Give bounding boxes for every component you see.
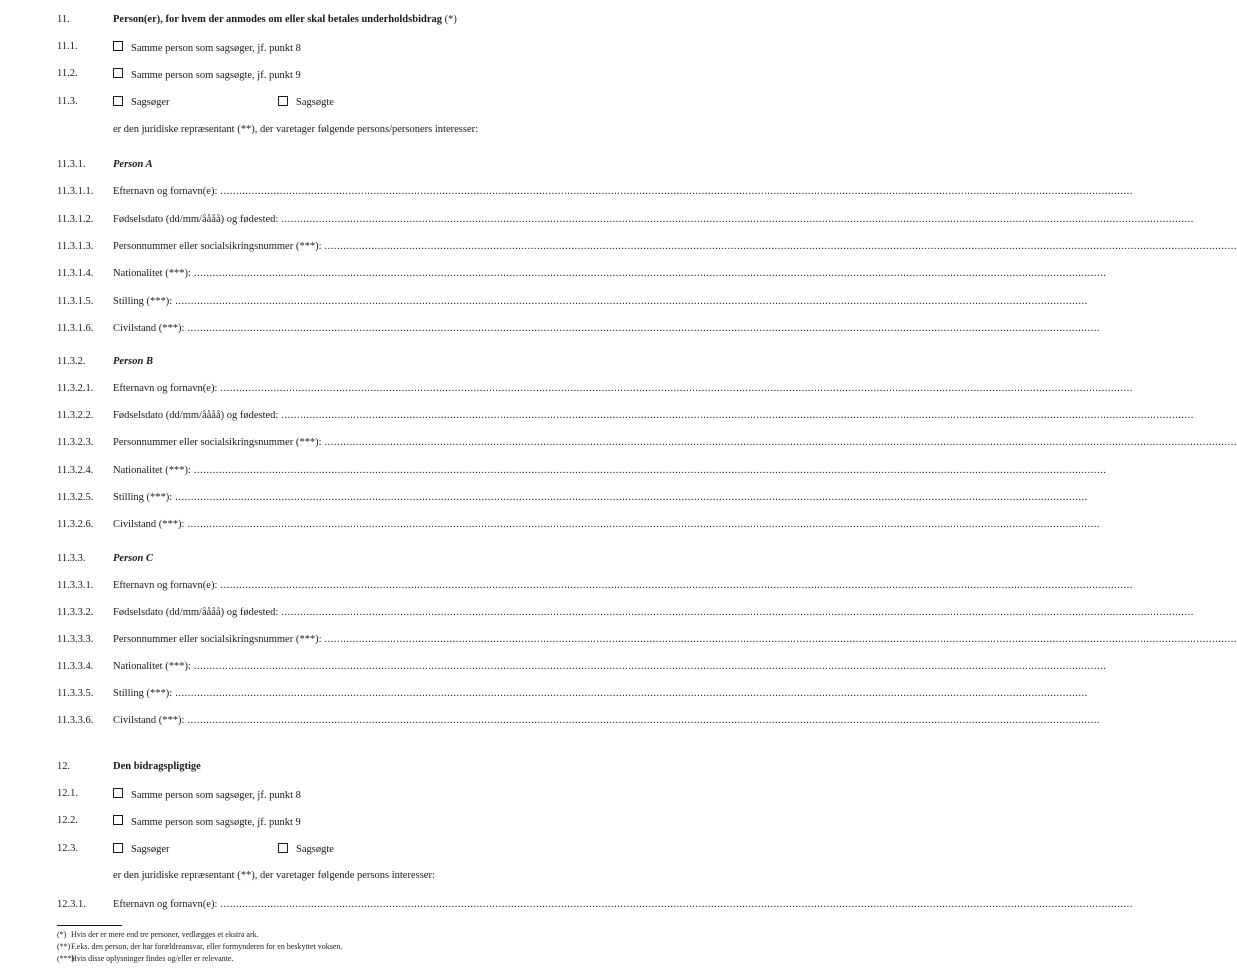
field-label: Personnummer eller socialsikringsnummer (***): [113,437,322,448]
field-number: 11.3.2.5. [57,492,94,503]
field-label: Nationalitet (***): [113,268,191,279]
person-name: Person C [113,553,153,564]
field-row [0,580,1133,596]
field-number: 11.3.1.3. [57,241,94,252]
option-label: Sagsøger [131,844,170,855]
option-row [0,96,655,112]
field-number: 11.3.1.6. [57,323,94,334]
footnote-mark: (**) [57,942,71,951]
field-label: Fødselsdato (dd/mm/åååå) og fødested: [113,214,279,225]
option-label: Samme person som sagsøger, jf. punkt 8 [131,790,301,801]
field-row [0,410,1194,426]
field-label: Personnummer eller socialsikringsnummer (***): [113,634,322,645]
option-label: Samme person som sagsøgte, jf. punkt 9 [131,70,301,81]
checkbox[interactable] [113,788,123,798]
option-row [0,41,655,57]
section-number: 11. [57,14,70,25]
representative-text [0,870,655,886]
field-label: Civilstand (***): [113,715,185,726]
field-row [0,519,1100,535]
person-heading [0,356,655,372]
field-number: 11.3.2.2. [57,410,94,421]
footnote-text: Hvis disse oplysninger findes og/eller er relevante. [71,954,234,963]
field-label: Stilling (***): [113,688,173,699]
section-11-heading [0,14,655,30]
person-heading [0,553,655,569]
field-number: 11.3.2.3. [57,437,94,448]
fill-line[interactable]: .................................................................................................................................................................................................................................................................................................... [220,580,1133,591]
field-label: Nationalitet (***): [113,661,191,672]
field-label: Personnummer eller socialsikringsnummer (***): [113,241,322,252]
field-label: Nationalitet (***): [113,465,191,476]
fill-line[interactable]: .................................................................................................................................................................................................................................................................................................... [324,634,1237,645]
fill-line[interactable]: .................................................................................................................................................................................................................................................................................................... [281,410,1194,421]
field-row [0,186,1133,202]
field-number: 11.3.2.6. [57,519,94,530]
field-row [0,323,1100,339]
representative-text [0,124,655,140]
person-number: 11.3.2. [57,356,86,367]
option-row [0,68,655,84]
fill-line[interactable]: .................................................................................................................................................................................................................................................................................................... [220,383,1133,394]
checkbox[interactable] [113,41,123,51]
option-label: Samme person som sagsøger, jf. punkt 8 [131,43,301,54]
fill-line[interactable]: .................................................................................................................................................................................................................................................................................................... [175,296,1088,307]
field-label: Efternavn og fornavn(e): [113,580,218,591]
footnote-text: Hvis der er mere end tre personer, vedlægges et ekstra ark. [71,930,259,939]
field-number: 11.3.3.4. [57,661,94,672]
footnote [57,942,342,951]
fill-line[interactable]: .................................................................................................................................................................................................................................................................................................... [281,214,1194,225]
person-number: 11.3.3. [57,553,86,564]
field-row [0,296,1088,312]
fill-line[interactable]: .................................................................................................................................................................................................................................................................................................... [281,607,1194,618]
field-label: Stilling (***): [113,296,173,307]
rep-text: er den juridiske repræsentant (**), der varetager følgende persons interesser: [113,870,435,881]
field-row [0,383,1133,399]
field-row [0,492,1088,508]
field-label: Civilstand (***): [113,323,185,334]
checkbox[interactable] [113,68,123,78]
section-title: Person(er), for hvem der anmodes om eller skal betales underholdsbidrag [113,14,442,25]
option-number: 11.3. [57,96,78,107]
field-row [0,437,1237,453]
option-number: 11.2. [57,68,78,79]
option-label: Sagsøgte [296,97,334,108]
field-label: Stilling (***): [113,492,173,503]
field-row [0,214,1194,230]
field-number: 11.3.2.1. [57,383,94,394]
footnote [57,954,233,963]
fill-line[interactable]: .................................................................................................................................................................................................................................................................................................... [187,715,1100,726]
field-number: 11.3.1.5. [57,296,94,307]
person-heading [0,159,655,175]
person-name: Person A [113,159,153,170]
fill-line[interactable]: .................................................................................................................................................................................................................................................................................................... [324,437,1237,448]
field-label: Fødselsdato (dd/mm/åååå) og fødested: [113,607,279,618]
field-number: 11.3.3.2. [57,607,94,618]
checkbox-sagsogte[interactable] [278,96,288,106]
fill-line[interactable]: .................................................................................................................................................................................................................................................................................................... [193,268,1107,279]
checkbox-sagsogte[interactable] [278,843,288,853]
fill-line[interactable]: .................................................................................................................................................................................................................................................................................................... [187,519,1100,530]
field-number: 11.3.3.6. [57,715,94,726]
field-row [0,241,1237,257]
field-label: Efternavn og fornavn(e): [113,186,218,197]
footnote-ref: (*) [444,14,457,25]
field-row [0,465,1107,481]
footnote-divider [57,925,122,926]
field-row [0,661,1107,677]
person-number: 11.3.1. [57,159,86,170]
field-number: 11.3.3.3. [57,634,94,645]
person-name: Person B [113,356,153,367]
footnote-text: F.eks. den person, der har forældreansvar, eller formynderen for en beskyttet voksen. [71,942,343,951]
field-number: 11.3.3.1. [57,580,94,591]
fill-line[interactable]: .................................................................................................................................................................................................................................................................................................... [175,688,1088,699]
option-number: 12.1. [57,788,78,799]
footnote [57,930,259,939]
section-12-heading [0,761,655,777]
field-label: Efternavn og fornavn(e): [113,899,218,910]
section-number: 12. [57,761,71,772]
field-number: 11.3.1.4. [57,268,94,279]
option-number: 11.1. [57,41,78,52]
field-number: 11.3.1.1. [57,186,94,197]
option-row [0,843,655,859]
field-label: Fødselsdato (dd/mm/åååå) og fødested: [113,410,279,421]
option-label: Samme person som sagsøgte, jf. punkt 9 [131,817,301,828]
field-number: 11.3.2.4. [57,465,94,476]
option-label: Sagsøgte [296,844,334,855]
fill-line[interactable]: .................................................................................................................................................................................................................................................................................................... [175,492,1088,503]
field-number: 11.3.1.2. [57,214,94,225]
option-row [0,788,655,804]
section-title: Den bidragspligtige [113,761,201,772]
field-row [0,899,1133,915]
option-number: 12.2. [57,815,78,826]
field-row [0,607,1194,623]
fill-line[interactable]: .................................................................................................................................................................................................................................................................................................... [220,186,1133,197]
option-row [0,815,655,831]
fill-line[interactable]: .................................................................................................................................................................................................................................................................................................... [193,465,1107,476]
fill-line[interactable]: .................................................................................................................................................................................................................................................................................................... [187,323,1100,334]
field-row [0,268,1107,284]
fill-line[interactable]: .................................................................................................................................................................................................................................................................................................... [193,661,1107,672]
field-label: Efternavn og fornavn(e): [113,383,218,394]
option-number: 12.3. [57,843,78,854]
field-row [0,688,1088,704]
rep-text: er den juridiske repræsentant (**), der varetager følgende persons/personers interesser: [113,124,479,135]
fill-line[interactable]: .................................................................................................................................................................................................................................................................................................... [220,899,1133,910]
fill-line[interactable]: .................................................................................................................................................................................................................................................................................................... [324,241,1237,252]
footnote-mark: (***) [57,954,75,963]
footnote-mark: (*) [57,930,67,939]
field-number: 11.3.3.5. [57,688,94,699]
field-row [0,715,1100,731]
field-number: 12.3.1. [57,899,86,910]
checkbox-sagsoger[interactable] [113,843,123,853]
field-row [0,634,1237,650]
checkbox-sagsoger[interactable] [113,96,123,106]
checkbox[interactable] [113,815,123,825]
field-label: Civilstand (***): [113,519,185,530]
option-label: Sagsøger [131,97,170,108]
